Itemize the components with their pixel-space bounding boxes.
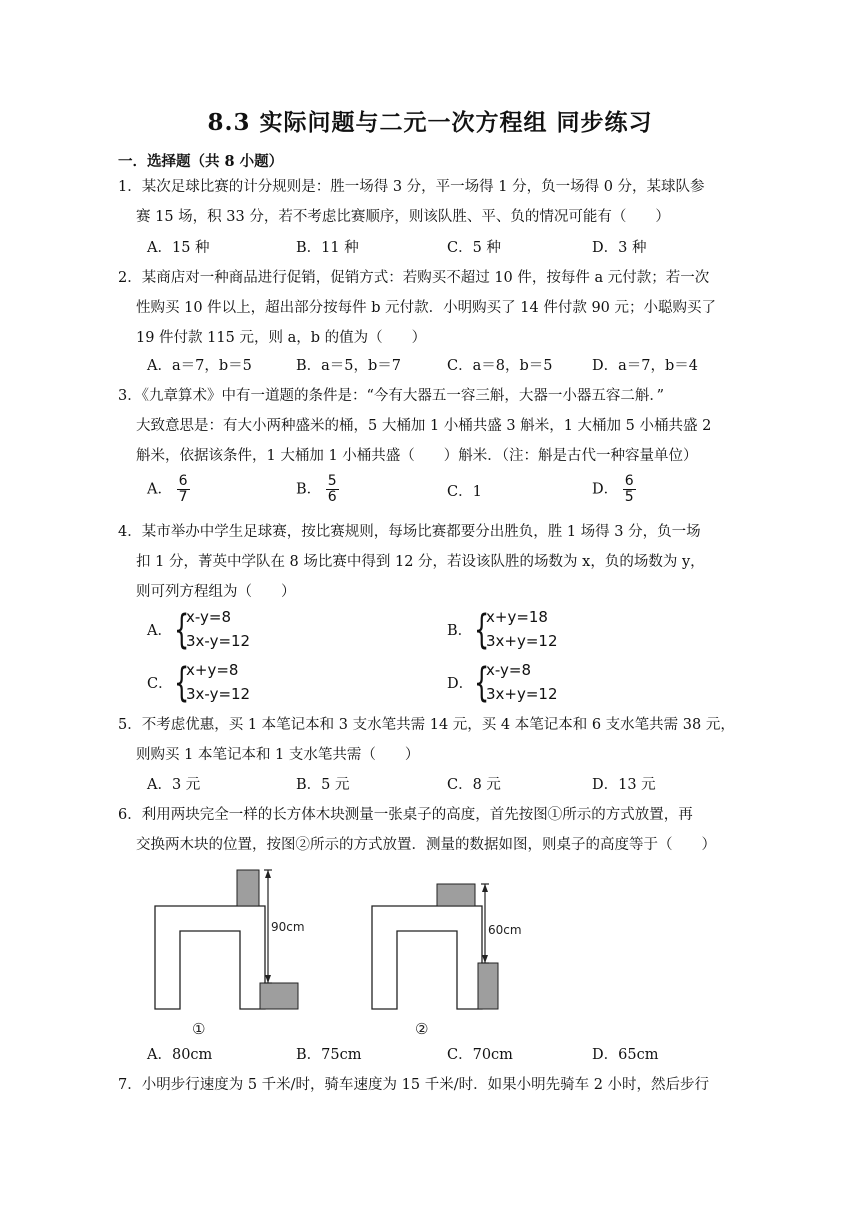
fraction-b-numerator: 5 <box>327 473 337 489</box>
fraction-d-numerator: 6 <box>624 473 634 489</box>
table-1-shape <box>155 906 265 1009</box>
caption-2: ② <box>415 1020 429 1038</box>
question-5-option-b[interactable]: B．5 元 <box>296 777 350 793</box>
question-4-option-d-system[interactable] <box>474 661 594 711</box>
equation-2: 3x-y=12 <box>186 632 251 650</box>
question-4-option-a-label[interactable]: A． <box>147 623 172 639</box>
question-4-option-d-label[interactable]: D． <box>447 676 474 692</box>
equation-2: 3x+y=12 <box>486 685 558 703</box>
question-4-line-3: 则可列方程组为（ ） <box>136 584 296 600</box>
question-4-option-a-system[interactable] <box>174 608 294 658</box>
question-2-line-3: 19 件付款 115 元，则 a，b 的值为（ ） <box>136 330 427 346</box>
question-3-line-1: 3．《九章算术》中有一道题的条件是：“今有大器五一容三斛，大器一小器五容二斛．” <box>118 388 665 404</box>
question-5-line-2: 则购买 1 本笔记本和 1 支水笔共需（ ） <box>136 747 420 763</box>
question-6-line-2: 交换两木块的位置，按图②所示的方式放置．测量的数据如图，则桌子的高度等于（ ） <box>136 837 716 853</box>
question-1-option-b[interactable]: B．11 种 <box>296 240 359 256</box>
question-3-line-2: 大致意思是：有大小两种盛米的桶，5 大桶加 1 小桶共盛 3 斛米，1 大桶加 5 小桶共盛 2 <box>136 418 712 434</box>
page-title: 8.3 实际问题与二元一次方程组 同步练习 <box>207 109 653 136</box>
question-2-line-2: 性购买 10 件以上，超出部分按每件 b 元付款．小明购买了 14 件付款 90 元；小聪购买了 <box>136 300 717 316</box>
equation-1: x-y=8 <box>186 608 232 626</box>
question-6-option-b[interactable]: B．75cm <box>296 1047 362 1063</box>
question-4-line-2: 扣 1 分，菁英中学队在 8 场比赛中得到 12 分，若设该队胜的场数为 x，负的场数为 y， <box>136 554 705 570</box>
figure-1 <box>155 870 305 1038</box>
equation-2: 3x+y=12 <box>486 632 558 650</box>
question-2-line-1: 2．某商店对一种商品进行促销，促销方式：若购买不超过 10 件，按每件 a 元付款；若一次 <box>118 270 710 286</box>
fraction-b-denominator: 6 <box>327 489 337 505</box>
label-60cm: 60cm <box>488 923 522 937</box>
fraction-d-denominator: 5 <box>624 489 634 505</box>
brace-icon: { <box>174 660 190 706</box>
question-3-option-a[interactable] <box>147 474 190 505</box>
question-2-option-b[interactable]: B．a＝5，b＝7 <box>296 358 402 374</box>
caption-1: ① <box>192 1020 206 1038</box>
question-3-option-c[interactable]: C．1 <box>447 484 482 500</box>
question-2-option-d[interactable]: D．a＝7，b＝4 <box>592 358 699 374</box>
question-6-option-a[interactable]: A．80cm <box>147 1047 213 1063</box>
figure-2 <box>372 884 522 1038</box>
question-6-line-1: 6．利用两块完全一样的长方体木块测量一张桌子的高度，首先按图①所示的方式放置，再 <box>118 807 693 823</box>
question-5-line-1: 5．不考虑优惠，买 1 本笔记本和 3 支水笔共需 14 元，买 4 本笔记本和 6 支水笔共需 38 元， <box>118 717 735 733</box>
question-1-option-a[interactable]: A．15 种 <box>147 240 210 256</box>
block-top-1 <box>237 870 259 906</box>
question-3-option-b[interactable] <box>296 474 339 505</box>
fraction-a-numerator: 6 <box>178 473 188 489</box>
question-5-option-a[interactable]: A．3 元 <box>147 777 201 793</box>
brace-icon: { <box>174 607 190 653</box>
question-2-option-c[interactable]: C．a＝8，b＝5 <box>447 358 553 374</box>
label-90cm: 90cm <box>271 920 305 934</box>
fraction-b <box>326 474 339 505</box>
question-1-line-2: 赛 15 场，积 33 分，若不考虑比赛顺序，则该队胜、平、负的情况可能有（ ） <box>136 209 670 225</box>
question-1-option-d[interactable]: D．3 种 <box>592 240 647 256</box>
option-d-label: D． <box>592 481 619 498</box>
question-1-option-c[interactable]: C．5 种 <box>447 240 501 256</box>
block-top-2 <box>437 884 475 906</box>
question-6-option-c[interactable]: C．70cm <box>447 1047 513 1063</box>
fraction-a-denominator: 7 <box>178 489 188 505</box>
table-height-figure <box>150 860 550 1040</box>
question-1-line-1: 1．某次足球比赛的计分规则是：胜一场得 3 分，平一场得 1 分，负一场得 0 分，某球队参 <box>118 179 705 195</box>
section-heading: 一．选择题（共 8 小题） <box>118 153 284 170</box>
question-2-option-a[interactable]: A．a＝7，b＝5 <box>147 358 252 374</box>
question-4-line-1: 4．某市举办中学生足球赛，按比赛规则，每场比赛都要分出胜负，胜 1 场得 3 分，负一场 <box>118 524 701 540</box>
question-5-option-d[interactable]: D．13 元 <box>592 777 656 793</box>
table-2-shape <box>372 906 482 1009</box>
question-7-line-1: 7．小明步行速度为 5 千米/时，骑车速度为 15 千米/时．如果小明先骑车 2 小时，然后步行 <box>118 1077 710 1093</box>
equation-1: x-y=8 <box>486 661 532 679</box>
option-a-label: A． <box>147 481 172 498</box>
option-b-label: B． <box>296 481 322 498</box>
question-3-option-d[interactable] <box>592 474 636 505</box>
question-5-option-c[interactable]: C．8 元 <box>447 777 501 793</box>
equation-1: x+y=8 <box>186 661 239 679</box>
equation-2: 3x-y=12 <box>186 685 251 703</box>
block-bottom-1 <box>260 983 298 1009</box>
fraction-a <box>177 474 190 505</box>
brace-icon: { <box>474 607 490 653</box>
fraction-d <box>623 474 636 505</box>
equation-1: x+y=18 <box>486 608 548 626</box>
question-4-option-b-label[interactable]: B． <box>447 623 473 639</box>
question-4-option-c-label[interactable]: C． <box>147 676 173 692</box>
block-bottom-2 <box>478 963 498 1009</box>
question-4-option-b-system[interactable] <box>474 608 594 658</box>
question-3-line-3: 斛米，依据该条件，1 大桶加 1 小桶共盛（ ）斛米．（注：斛是古代一种容量单位） <box>136 448 698 464</box>
question-6-option-d[interactable]: D．65cm <box>592 1047 659 1063</box>
brace-icon: { <box>474 660 490 706</box>
question-4-option-c-system[interactable] <box>174 661 294 711</box>
